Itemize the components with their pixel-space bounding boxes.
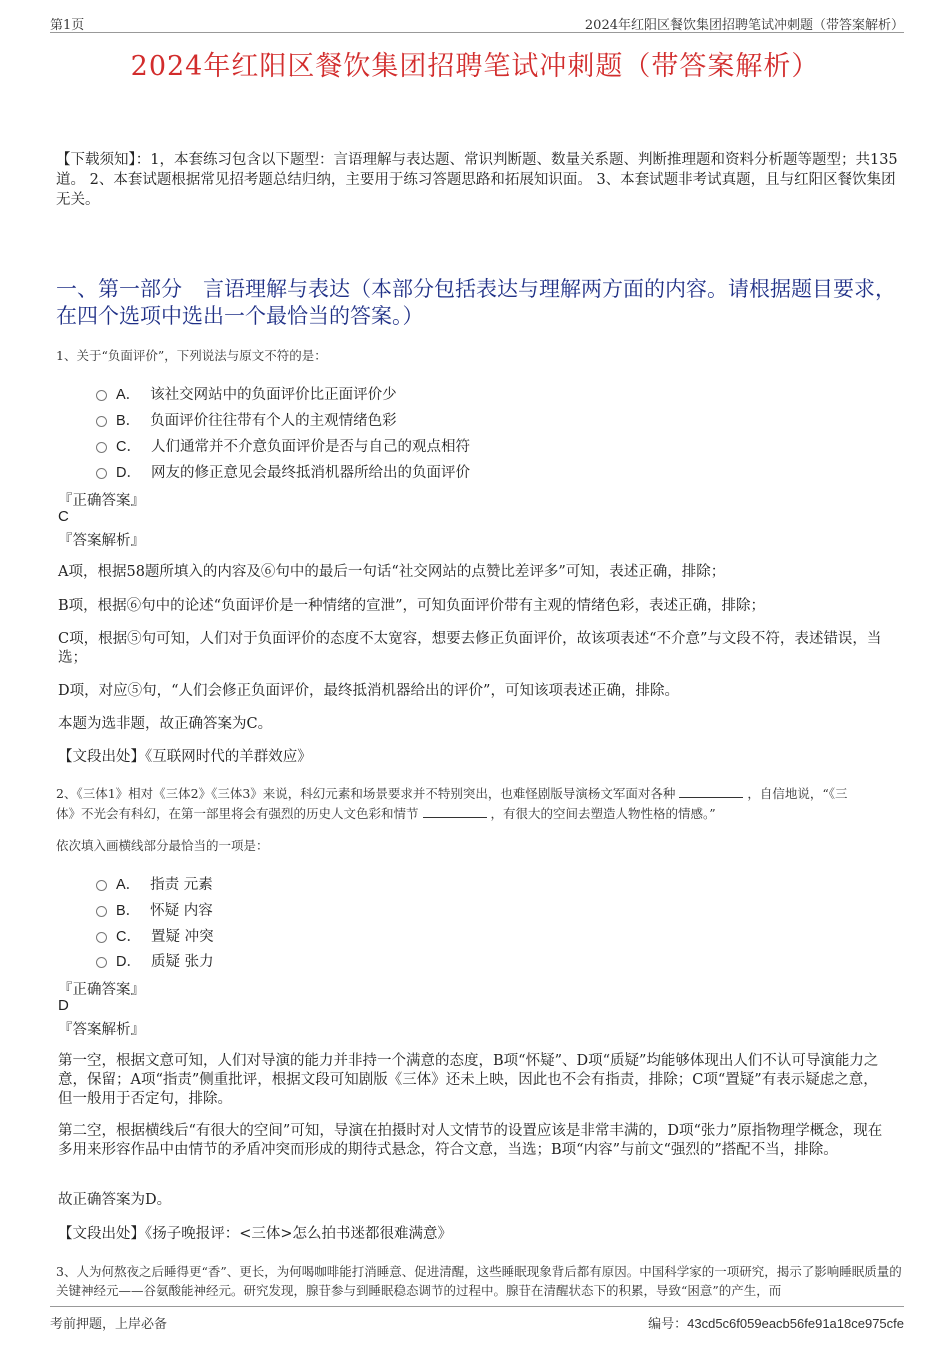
option-letter: A． (116, 387, 141, 403)
option-letter: B． (116, 903, 141, 919)
section-heading: 一、第一部分 言语理解与表达（本部分包括表达与理解两方面的内容。请根据题目要求，在四个选项中选出一个最恰当的答案。） (56, 277, 896, 328)
q2-option-b[interactable] (96, 899, 213, 920)
q1-option-b[interactable] (96, 409, 397, 430)
option-letter: A． (116, 877, 141, 893)
q1-analysis-a: A项，根据58题所填入的内容及⑥句中的最后一句话“社交网站的点赞比差评多”可知，表述正确，排除； (58, 564, 726, 580)
q2-correct-answer-label: 『正确答案』 (58, 982, 145, 998)
download-notice: 【下载须知】：1，本套练习包含以下题型：言语理解与表达题、常识判断题、数量关系题、判断推理题和资料分析题等题型；共135道。 2、本套试题根据常见招考题总结归纳，主要用于练习答题思路和拓展知识面。 3、本套试题非考试真题，且与红阳区餐饮集团无关。 (56, 152, 898, 208)
option-text: 质疑 张力 (150, 954, 214, 970)
q2-prompt: 依次填入画横线部分最恰当的一项是： (56, 838, 269, 853)
q1-analysis-c: C项，根据⑤句可知，人们对于负面评价的态度不太宽容，想要去修正负面评价，故该项表述“不介意”与文段不符，表述错误，当选； (58, 631, 882, 666)
radio-icon[interactable] (96, 957, 107, 968)
q1-analysis-d: D项，对应⑤句，“人们会修正负面评价，最终抵消机器给出的评价”，可知该项表述正确，排除。 (58, 683, 679, 699)
q2-analysis-label: 『答案解析』 (58, 1022, 145, 1038)
question-3-text: 3、人为何熬夜之后睡得更“香”、更长，为何喝咖啡能打消睡意、促进清醒，这些睡眠现象背后都有原因。中国科学家的一项研究，揭示了影响睡眠质量的关键神经元——谷氨酸能神经元。研究发现，腺苷参与到睡眠稳态调节的过程中。腺苷在清醒状态下的积累，导致“困意”的产生，而 (56, 1264, 902, 1298)
q1-source: 【文段出处】《互联网时代的羊群效应》 (58, 749, 312, 765)
q1-conclusion: 本题为选非题，故正确答案为C。 (58, 716, 273, 732)
radio-icon[interactable] (96, 416, 107, 427)
option-text: 怀疑 内容 (150, 903, 213, 919)
q1-correct-answer-label: 『正确答案』 (58, 493, 145, 509)
header-doc-title: 2024年红阳区餐饮集团招聘笔试冲刺题（带答案解析） (584, 18, 904, 33)
question-2-text (56, 784, 860, 824)
q1-correct-answer: C (58, 508, 69, 525)
question-1-text: 1、关于“负面评价”，下列说法与原文不符的是： (56, 348, 327, 363)
footer-slogan: 考前押题，上岸必备 (50, 1317, 168, 1332)
q2-source: 【文段出处】《扬子晚报评：<三体>怎么拍书迷都很难满意》 (58, 1226, 453, 1242)
radio-icon[interactable] (96, 906, 107, 917)
radio-icon[interactable] (96, 390, 107, 401)
q2-text-part2: ，自信地说，“《三体》不光会有科幻，在第一部里将会有强烈的历史人文色彩和情节 (56, 786, 848, 821)
q1-option-d[interactable] (96, 461, 470, 482)
footer-code-value: 43cd5c6f059eacb56fe91a18ce975cfe (687, 1316, 904, 1331)
document-title: 2024年红阳区餐饮集团招聘笔试冲刺题（带答案解析） (130, 51, 820, 82)
option-letter: C． (116, 929, 141, 945)
page-footer (50, 1306, 904, 1332)
option-text: 人们通常并不介意负面评价是否与自己的观点相符 (150, 439, 470, 455)
q2-text-part3: ，有很大的空间去塑造人物性格的情感。” (490, 806, 716, 821)
q2-option-a[interactable] (96, 873, 213, 894)
q1-analysis-b: B项，根据⑥句中的论述“负面评价是一种情绪的宣泄”，可知负面评价带有主观的情绪色彩，表述正确，排除； (58, 598, 765, 614)
fill-blank-1 (679, 785, 743, 798)
q2-option-c[interactable] (96, 925, 214, 946)
footer-code (648, 1313, 904, 1332)
option-text: 负面评价往往带有个人的主观情绪色彩 (150, 413, 397, 429)
q2-correct-answer: D (58, 997, 69, 1014)
option-letter: D． (116, 465, 141, 481)
q2-analysis-blank-2: 第二空，根据横线后“有很大的空间”可知，导演在拍摄时对人文情节的设置应该是非常丰满的，D项“张力”原指物理学概念，现在多用来形容作品中由情节的矛盾冲突而形成的期待式悬念，符合文意，当选；B项“内容”与前文“强烈的”搭配不当，排除。 (58, 1123, 883, 1158)
q2-conclusion: 故正确答案为D。 (58, 1192, 172, 1208)
option-letter: B． (116, 413, 141, 429)
option-text: 网友的修正意见会最终抵消机器所给出的负面评价 (150, 465, 470, 481)
q2-analysis-blank-1: 第一空，根据文意可知，人们对导演的能力并非持一个满意的态度，B项“怀疑”、D项“质疑”均能够体现出人们不认可导演能力之意，保留；A项“指责”侧重批评，根据文段可知剧版《三体》还未上映，因此也不会有指责，排除；C项“置疑”有表示疑虑之意，但一般用于否定句，排除。 (58, 1053, 879, 1107)
q2-text-part1: 2、《三体1》相对《三体2》《三体3》来说，科幻元素和场景要求并不特别突出，也难怪剧版导演杨文军面对各种 (56, 786, 676, 801)
q1-option-c[interactable] (96, 435, 470, 456)
q2-option-d[interactable] (96, 950, 214, 971)
fill-blank-2 (423, 805, 487, 818)
option-text: 置疑 冲突 (150, 929, 214, 945)
radio-icon[interactable] (96, 932, 107, 943)
option-letter: C． (116, 439, 141, 455)
page-header (50, 12, 904, 33)
q1-option-a[interactable] (96, 383, 397, 404)
option-text: 该社交网站中的负面评价比正面评价少 (150, 387, 397, 403)
q1-analysis-label: 『答案解析』 (58, 533, 145, 549)
option-text: 指责 元素 (150, 877, 213, 893)
option-letter: D． (116, 954, 141, 970)
page-number: 第1页 (50, 18, 85, 33)
radio-icon[interactable] (96, 880, 107, 891)
footer-code-label: 编号： (648, 1317, 688, 1332)
radio-icon[interactable] (96, 468, 107, 479)
radio-icon[interactable] (96, 442, 107, 453)
